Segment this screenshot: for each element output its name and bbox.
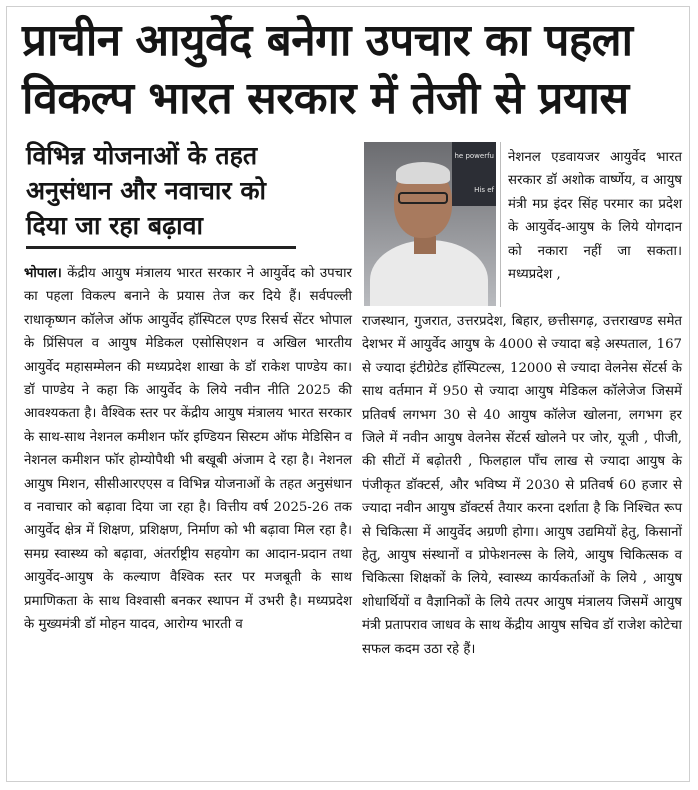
headline-line-1: प्राचीन आयुर्वेद बनेगा उपचार का पहला: [22, 15, 633, 66]
dateline: भोपाल।: [24, 266, 62, 281]
portrait-glasses: [398, 192, 448, 204]
photo-banner-text-2: His ef: [474, 186, 494, 194]
subheadline-line-2: अनुसंधान और नवाचार को: [26, 176, 267, 205]
photo-banner-text-1: he powerfu: [454, 152, 494, 160]
subheadline-line-1: विभिन्न योजनाओं के तहत: [26, 141, 258, 170]
article-left-column: [24, 262, 352, 637]
subheadline-underline: [26, 246, 296, 249]
headline: [22, 12, 682, 128]
article-right-column: [362, 310, 682, 661]
portrait-hair: [396, 162, 450, 184]
article-right-top: [508, 146, 682, 286]
right-top-text: नेशनल एडवायजर आयुर्वेद भारत सरकार डॉ अशोक वार्ष्णेय, व आयुष मंत्री मप्र इंदर सिंह परमार का प्रदेश के आयुर्वेद-आयुष के लिये योगदान को नकारा नहीं जा सकता। मध्यप्रदेश ,: [508, 150, 682, 283]
left-column-text: केंद्रीय आयुष मंत्रालय भारत सरकार ने आयुर्वेद को उपचार का पहला विकल्प बनाने के प्रयास तेज कर दिये हैं। सर्वपल्ली राधाकृष्णन कॉलेज ऑफ आयुर्वेद हॉस्पिटल एण्ड रिसर्च सेंटर भोपाल के प्रिंसिपल व आयुष मेडिकल एसोसिएशन व अखिल भारतीय आयुर्वेद महासम्मेलन की मध्यप्रदेश शाखा के डॉ राकेश पाण्डेय का। डॉ पाण्डेय ने कहा कि आयुर्वेद के लिये नवीन नीति 2025 की आवश्यकता है। वैश्विक स्तर पर केंद्रीय आयुष मंत्रालय भारत सरकार के साथ-साथ नेशनल कमीशन फॉर इण्डियन सिस्टम ऑफ मेडिसिन व नेशनल कमीशन फॉर होम्योपैथी भी बखूबी अंजाम दे रहा है। नेशनल आयुष मिशन, सीसीआरएएस व विभिन्न योजनाओं के तहत अनुसंधान व नवाचार को बढ़ावा दिया जा रहा है। वित्तीय वर्ष 2025-26 तक आयुर्वेद क्षेत्र में शिक्षण, प्रशिक्षण, निर्माण को भी बढ़ावा मिल रहा है। समग्र स्वास्थ्य को बढ़ावा, अंतर्राष्ट्रीय सहयोग का आदान-प्रदान तथा आयुर्वेद-आयुष के कल्याण वैश्विक स्तर पर मजबूती के साथ प्रमाणिकता के साथ विश्वासी बनकर स्थापन में उभरी है। मध्यप्रदेश के मुख्यमंत्री डॉ मोहन यादव, आरोग्य भारती व: [24, 266, 352, 633]
portrait-photo: [364, 142, 496, 306]
portrait-neck: [414, 236, 436, 254]
subheadline-line-3: दिया जा रहा बढ़ावा: [26, 211, 204, 240]
photo-divider: [500, 142, 501, 307]
right-column-text: राजस्थान, गुजरात, उत्तरप्रदेश, बिहार, छत्तीसगढ़, उत्तराखण्ड समेत देशभर में आयुर्वेद आयुष के 4000 से ज्यादा बड़े अस्पताल, 167 से ज्यादा इंटीग्रेटेड हॉस्पिटल्स, 12000 से ज्यादा वेलनेस सेंटर्स के साथ वर्तमान में 950 से ज्यादा आयुष मेडिकल कॉलेजेज जिसमें प्रतिवर्ष लगभग 30 से 40 आयुष कॉलेज खोलना, लगभग हर जिले में नवीन आयुष वेलनेस सेंटर्स खोलने पर जोर, यूजी , पीजी, की सीटों में बढ़ोतरी , फिलहाल पाँच लाख से ज्यादा आयुष के पंजीकृत डॉक्टर्स, और भविष्य में 2030 से प्रतिवर्ष 60 हजार से ज्यादा नवीन आयुष डॉक्टर्स तैयार करना दर्शाता है कि निश्चित रूप से चिकित्सा में आयुर्वेद अग्रणी होगा। आयुष उद्यमियों हेतु, किसानों हेतु, आयुष संस्थानों व प्रोफेशनल्स के लिये, आयुष चिकित्सक व चिकित्सा शिक्षकों के लिये, स्वास्थ्य कार्यकर्ताओं के लिये , आयुष शोधार्थियों व वैज्ञानिकों के लिये तत्पर आयुष मंत्रालय जिसमें आयुष मंत्री प्रतापराव जाधव के साथ केंद्रीय आयुष सचिव डॉ राजेश कोटेचा सफल कदम उठा रहे हैं।: [362, 314, 682, 657]
headline-line-2: विकल्प भारत सरकार में तेजी से प्रयास: [22, 73, 629, 124]
subheadline: [26, 138, 356, 243]
